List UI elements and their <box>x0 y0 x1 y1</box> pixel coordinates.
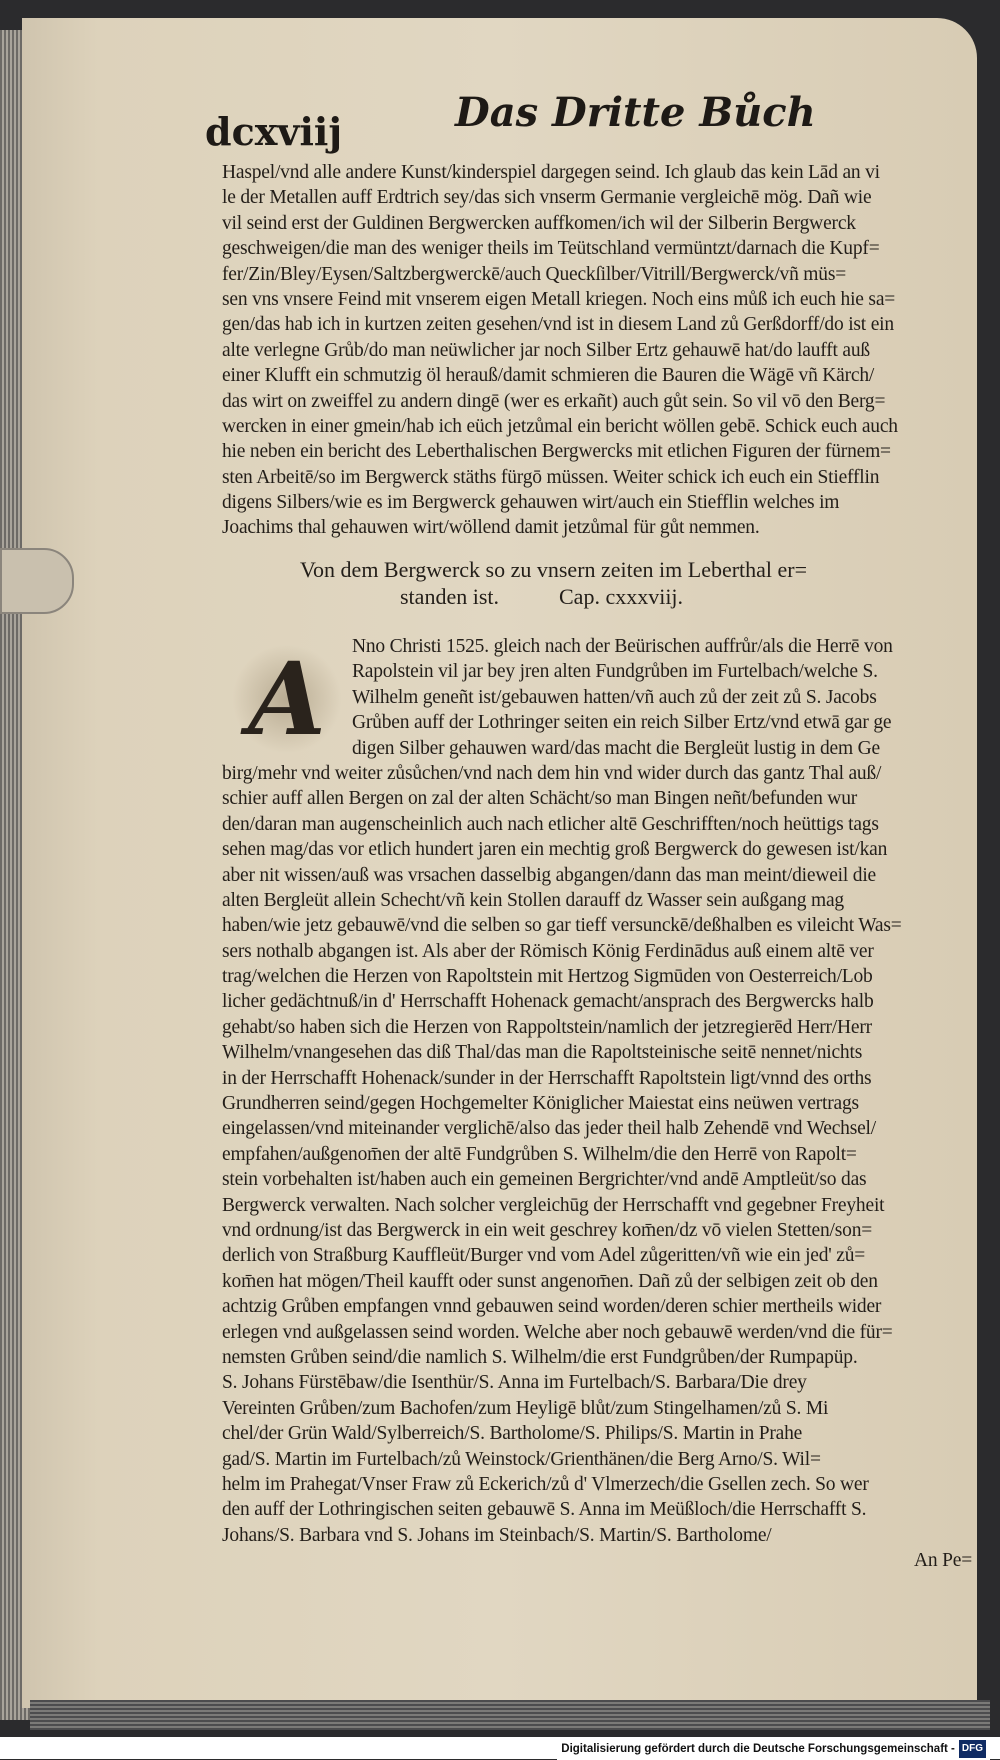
text-line: Nno Christi 1525. gleich nach der Beürischen auffrůr/als die Herrē von <box>352 636 893 657</box>
book-bottom-edge <box>30 1700 990 1730</box>
text-line: kom̄en hat mögen/Theil kaufft oder sunst angenom̄en. Dañ zů der selbigen zeit ob den <box>222 1270 878 1292</box>
book-clasp <box>0 548 74 614</box>
text-line: aber nit wissen/auß was vrsachen dasselbig abgangen/dann das man meint/dieweil die <box>222 864 876 886</box>
text-line: birg/mehr vnd weiter zůsůchen/vnd nach dem hin vnd wider durch das gantz Thal auß/ <box>222 762 882 784</box>
text-line: Grůben auff der Lothringer seiten ein reich Silber Ertz/vnd etwā gar ge <box>352 712 892 734</box>
text-line: schier auff allen Bergen on zal der alten Schächt/so man Bingen neñt/befunden wur <box>222 788 858 810</box>
text-line: sers nothalb abgangen ist. Als aber der Römisch König Ferdinādus auß einem altē ver <box>222 940 874 962</box>
text-line: wercken in einer gmein/hab ich eüch jetzůmal ein bericht wöllen gebē. Schick euch auch <box>222 415 898 437</box>
text-line: fer/Zin/Bley/Eysen/Saltzbergwerckē/auch Queckſilber/Vitrill/Bergwerck/vñ müs= <box>222 263 847 285</box>
decorated-initial: A <box>232 644 342 754</box>
text-line: vil seind erst der Guldinen Bergwercken auffkomen/ich wil der Silberin Bergwerck <box>222 212 856 234</box>
text-line: sehen mag/das vor etlich hundert jaren ein mechtig groß Bergwerck do gewesen ist/kan <box>222 839 888 861</box>
text-line: digen Silber gehauwen ward/das macht die Bergleüt lustig in dem Ge <box>352 737 880 759</box>
text-line: gehabt/so haben sich die Herzen von Rappoltstein/namlich der jetzregierēd Herr/Herr <box>222 1016 872 1038</box>
text-line: sten Arbeitē/so im Bergwerck stäths fürgō müssen. Weiter schick ich euch ein Stiefflin <box>222 466 880 488</box>
running-title: Das Dritte Bůch <box>455 89 816 136</box>
paragraph-1 <box>222 160 982 541</box>
text-line: haben/wie jetz gebauwē/vnd die selben so gar tieff versunckē/deßhalben es vileicht Was= <box>222 915 902 937</box>
text-line: Joachims thal gehauwen wirt/wöllend damit jetzůmal für gůt nemmen. <box>222 517 760 539</box>
text-line: Bergwerck verwalten. Nach solcher vergleichūg der Herrschafft vnd gegebner Freyheit <box>222 1194 885 1216</box>
text-line: nemsten Grůben seind/die namlich S. Wilhelm/die erst Fundgrůben/der Rumpapüp. <box>222 1346 858 1368</box>
text-line: sen vns vnsere Feind mit vnserem eigen Metall kriegen. Noch eins můß ich euch hie sa= <box>222 288 896 310</box>
text-line: trag/welchen die Herzen von Rapoltstein mit Hertzog Sigmūden von Oesterreich/Lob <box>222 966 873 988</box>
chapter-number: Cap. cxxxviij. <box>559 584 684 609</box>
text-line: alten Bergleüt allein Schecht/vñ kein Stollen darauff dz Wasser sein außgang mag <box>222 889 844 911</box>
text-line: derlich von Straßburg Kauffleüt/Burger vnd vom Adel zůgeritten/vñ wie ein jed' zů= <box>222 1245 866 1267</box>
text-line: helm im Prahegat/Vnser Fraw zů Eckerich/zů d' Vlmerzech/die Gsellen zech. So wer <box>222 1473 869 1495</box>
text-line: alte verlegne Grůb/do man neüwlicher jar noch Silber Ertz gehauwē hat/do laufft auß <box>222 339 870 361</box>
footer-text: Digitalisierung gefördert durch die Deutsche Forschungsgemeinschaft - <box>561 1743 955 1755</box>
text-line: Wilhelm geneñt ist/gebauwen hatten/vñ auch zů der zeit zů S. Jacobs <box>352 686 877 708</box>
text-line: Rapolstein vil jar bey jren alten Fundgrůben im Furtelbach/welche S. <box>352 661 878 683</box>
chapter-heading-line-1: Von dem Bergwerck so zu vnsern zeiten im Leberthal er= <box>300 557 808 582</box>
dfg-logo: DFG <box>959 1740 986 1758</box>
footer-credit <box>557 1738 990 1760</box>
text-line: Johans/S. Barbara vnd S. Johans im Steinbach/S. Martin/S. Bartholome/ <box>222 1524 772 1546</box>
text-line: chel/der Grün Wald/Sylberreich/S. Bartholome/S. Philips/S. Martin in Prahe <box>222 1423 803 1445</box>
text-line: gad/S. Martin im Furtelbach/zů Weinstock/Grienthänen/die Berg Arno/S. Wil= <box>222 1448 821 1470</box>
text-line: geschweigen/die man des weniger theils im Teütschland vermüntzt/darnach die Kupf= <box>222 238 880 260</box>
text-line: S. Johans Fürstēbaw/die Isenthür/S. Anna im Furtelbach/S. Barbara/Die drey <box>222 1372 807 1394</box>
paragraph-2 <box>222 634 982 1573</box>
folio-number: dcxviij <box>205 109 343 154</box>
text-line: le der Metallen auff Erdtrich sey/das sich vnserm Germanie vergleichē mög. Dañ wie <box>222 187 872 209</box>
text-line: Vereinten Grůben/zum Bachofen/zum Heyligē blůt/zum Stingelhamen/zů S. Mi <box>222 1397 829 1419</box>
text-line: hie neben ein bericht des Leberthalischen Bergwercks mit etlichen Figuren der fürnem= <box>222 441 891 463</box>
text-line: in der Herrschafft Hohenack/sunder in der Herrschafft Rapoltstein ligt/vnnd des orths <box>222 1067 872 1089</box>
text-line: Haspel/vnd alle andere Kunst/kinderspiel dargegen seind. Ich glaub das kein Lād an vi <box>222 162 880 183</box>
text-line: eingelassen/vnd miteinander verglichē/also das jeder theil halb Zehendē vnd Wechsel/ <box>222 1118 876 1140</box>
text-line: licher gedächtnuß/in d' Herrschafft Hohenack gemacht/ansprach des Bergwercks halb <box>222 991 874 1013</box>
text-line: vnd ordnung/ist das Bergwerck in ein weit geschrey kom̄en/dz vō vielen Stetten/son= <box>222 1219 873 1241</box>
text-line: Grundherren seind/gegen Hochgemelter Königlicher Maiestat eins neüwen vertrags <box>222 1093 859 1115</box>
text-line: gen/das hab ich in kurtzen zeiten gesehen/vnd ist in diesem Land zů Gerßdorff/do ist ein <box>222 314 894 336</box>
chapter-heading <box>300 556 980 610</box>
catchword: An Pe= <box>913 1550 972 1572</box>
text-line: achtzig Grůben empfangen vnnd gebauwen seind worden/deren schier mertheils wider <box>222 1296 882 1318</box>
text-line: stein vorbehalten ist/haben auch ein gemeinen Bergrichter/vnd andē Amptleüt/so das <box>222 1169 867 1191</box>
chapter-heading-line-2: standen ist. <box>400 584 499 609</box>
text-line: digens Silbers/wie es im Bergwerck gehauwen wirt/auch ein Stiefflin welches im <box>222 492 840 514</box>
text-line: das wirt on zweiffel zu andern dingē (wer es erkañt) auch gůt sein. So vil vō den Berg= <box>222 390 886 412</box>
text-line: einer Klufft ein schmutzig öl herauß/damit schmieren die Bauren die Wägē vñ Kärch/ <box>222 365 875 387</box>
text-line: erlegen vnd außgelassen seind worden. Welche aber noch gebauwē werden/vnd die für= <box>222 1321 893 1343</box>
text-line: den auff der Lothringischen seiten gebauwē S. Anna im Meüßloch/die Herrschafft S. <box>222 1499 867 1521</box>
text-line: den/daran man augenscheinlich auch nach etlicher altē Geschrifften/noch heüttigs tags <box>222 813 879 835</box>
text-line: Wilhelm/vnangesehen das diß Thal/das man die Rapoltsteinische seitē nennet/nichts <box>222 1042 863 1064</box>
text-line: empfahen/außgenom̄en der altē Fundgrůben S. Wilhelm/die den Herrē von Rapolt= <box>222 1143 857 1165</box>
